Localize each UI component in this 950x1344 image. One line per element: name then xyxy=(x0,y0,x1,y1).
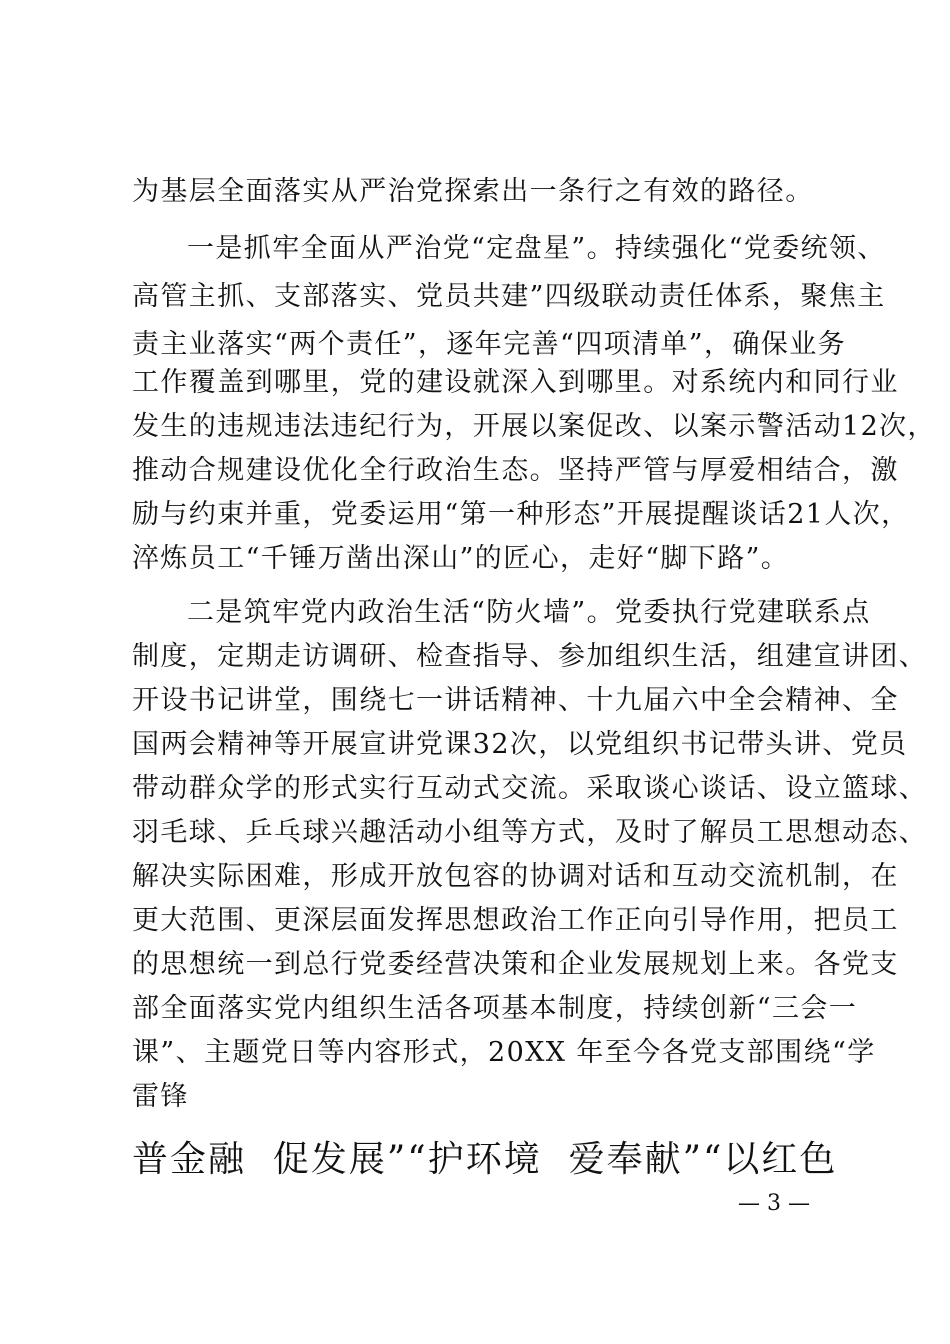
text-line: 更大范围、更深层面发挥思想政治工作正向引导作用，把员工 xyxy=(132,905,899,936)
text-line: 带动群众学的形式实行互动式交流。采取谈心谈话、设立篮球、 xyxy=(132,773,928,804)
large-text-line: 普金融 促发展”“护环境 爱奉献”“以红色 xyxy=(132,1139,838,1180)
text-line: 国两会精神等开展宣讲党课32次，以党组织书记带头讲、党员 xyxy=(132,729,908,760)
text-line: 课”、主题党日等内容形式，20XX 年至今各党支部围绕“学 xyxy=(132,1037,876,1068)
text-line: 二是筑牢党内政治生活“防火墙”。党委执行党建联系点 xyxy=(187,597,871,628)
text-line: 部全面落实党内组织生活各项基本制度，持续创新“三会一 xyxy=(132,993,858,1024)
text-line: 的思想统一到总行党委经营决策和企业发展规划上来。各党支 xyxy=(132,949,899,980)
text-line: 工作覆盖到哪里，党的建设就深入到哪里。对系统内和同行业 xyxy=(132,367,899,398)
page-number: — 3 — xyxy=(738,1191,810,1216)
text-line: 开设书记讲堂，围绕七一讲话精神、十九届六中全会精神、全 xyxy=(132,685,899,716)
text-line: 羽毛球、乒乓球兴趣活动小组等方式，及时了解员工思想动态、 xyxy=(132,817,928,848)
text-line: 一是抓牢全面从严治党“定盘星”。持续强化“党委统领、 xyxy=(187,233,886,264)
text-line: 制度，定期走访调研、检查指导、参加组织生活，组建宣讲团、 xyxy=(132,641,928,672)
text-line: 解决实际困难，形成开放包容的协调对话和互动交流机制，在 xyxy=(132,861,899,892)
text-line: 发生的违规违法违纪行为，开展以案促改、以案示警活动12次， xyxy=(132,411,936,442)
text-line: 淬炼员工“千锤万凿出深山”的匠心，走好“脚下路”。 xyxy=(132,543,790,574)
text-line: 雷锋 xyxy=(132,1081,189,1112)
text-line: 励与约束并重，党委运用“第一种形态”开展提醒谈话21人次， xyxy=(132,499,910,530)
text-line: 推动合规建设优化全行政治生态。坚持严管与厚爱相结合，激 xyxy=(132,455,899,486)
text-line: 责主业落实“两个责任”，逐年完善“四项清单”，确保业务 xyxy=(132,329,847,360)
text-line: 为基层全面落实从严治党探索出一条行之有效的路径。 xyxy=(132,176,814,207)
text-line: 高管主抓、支部落实、党员共建”四级联动责任体系，聚焦主 xyxy=(132,281,886,312)
